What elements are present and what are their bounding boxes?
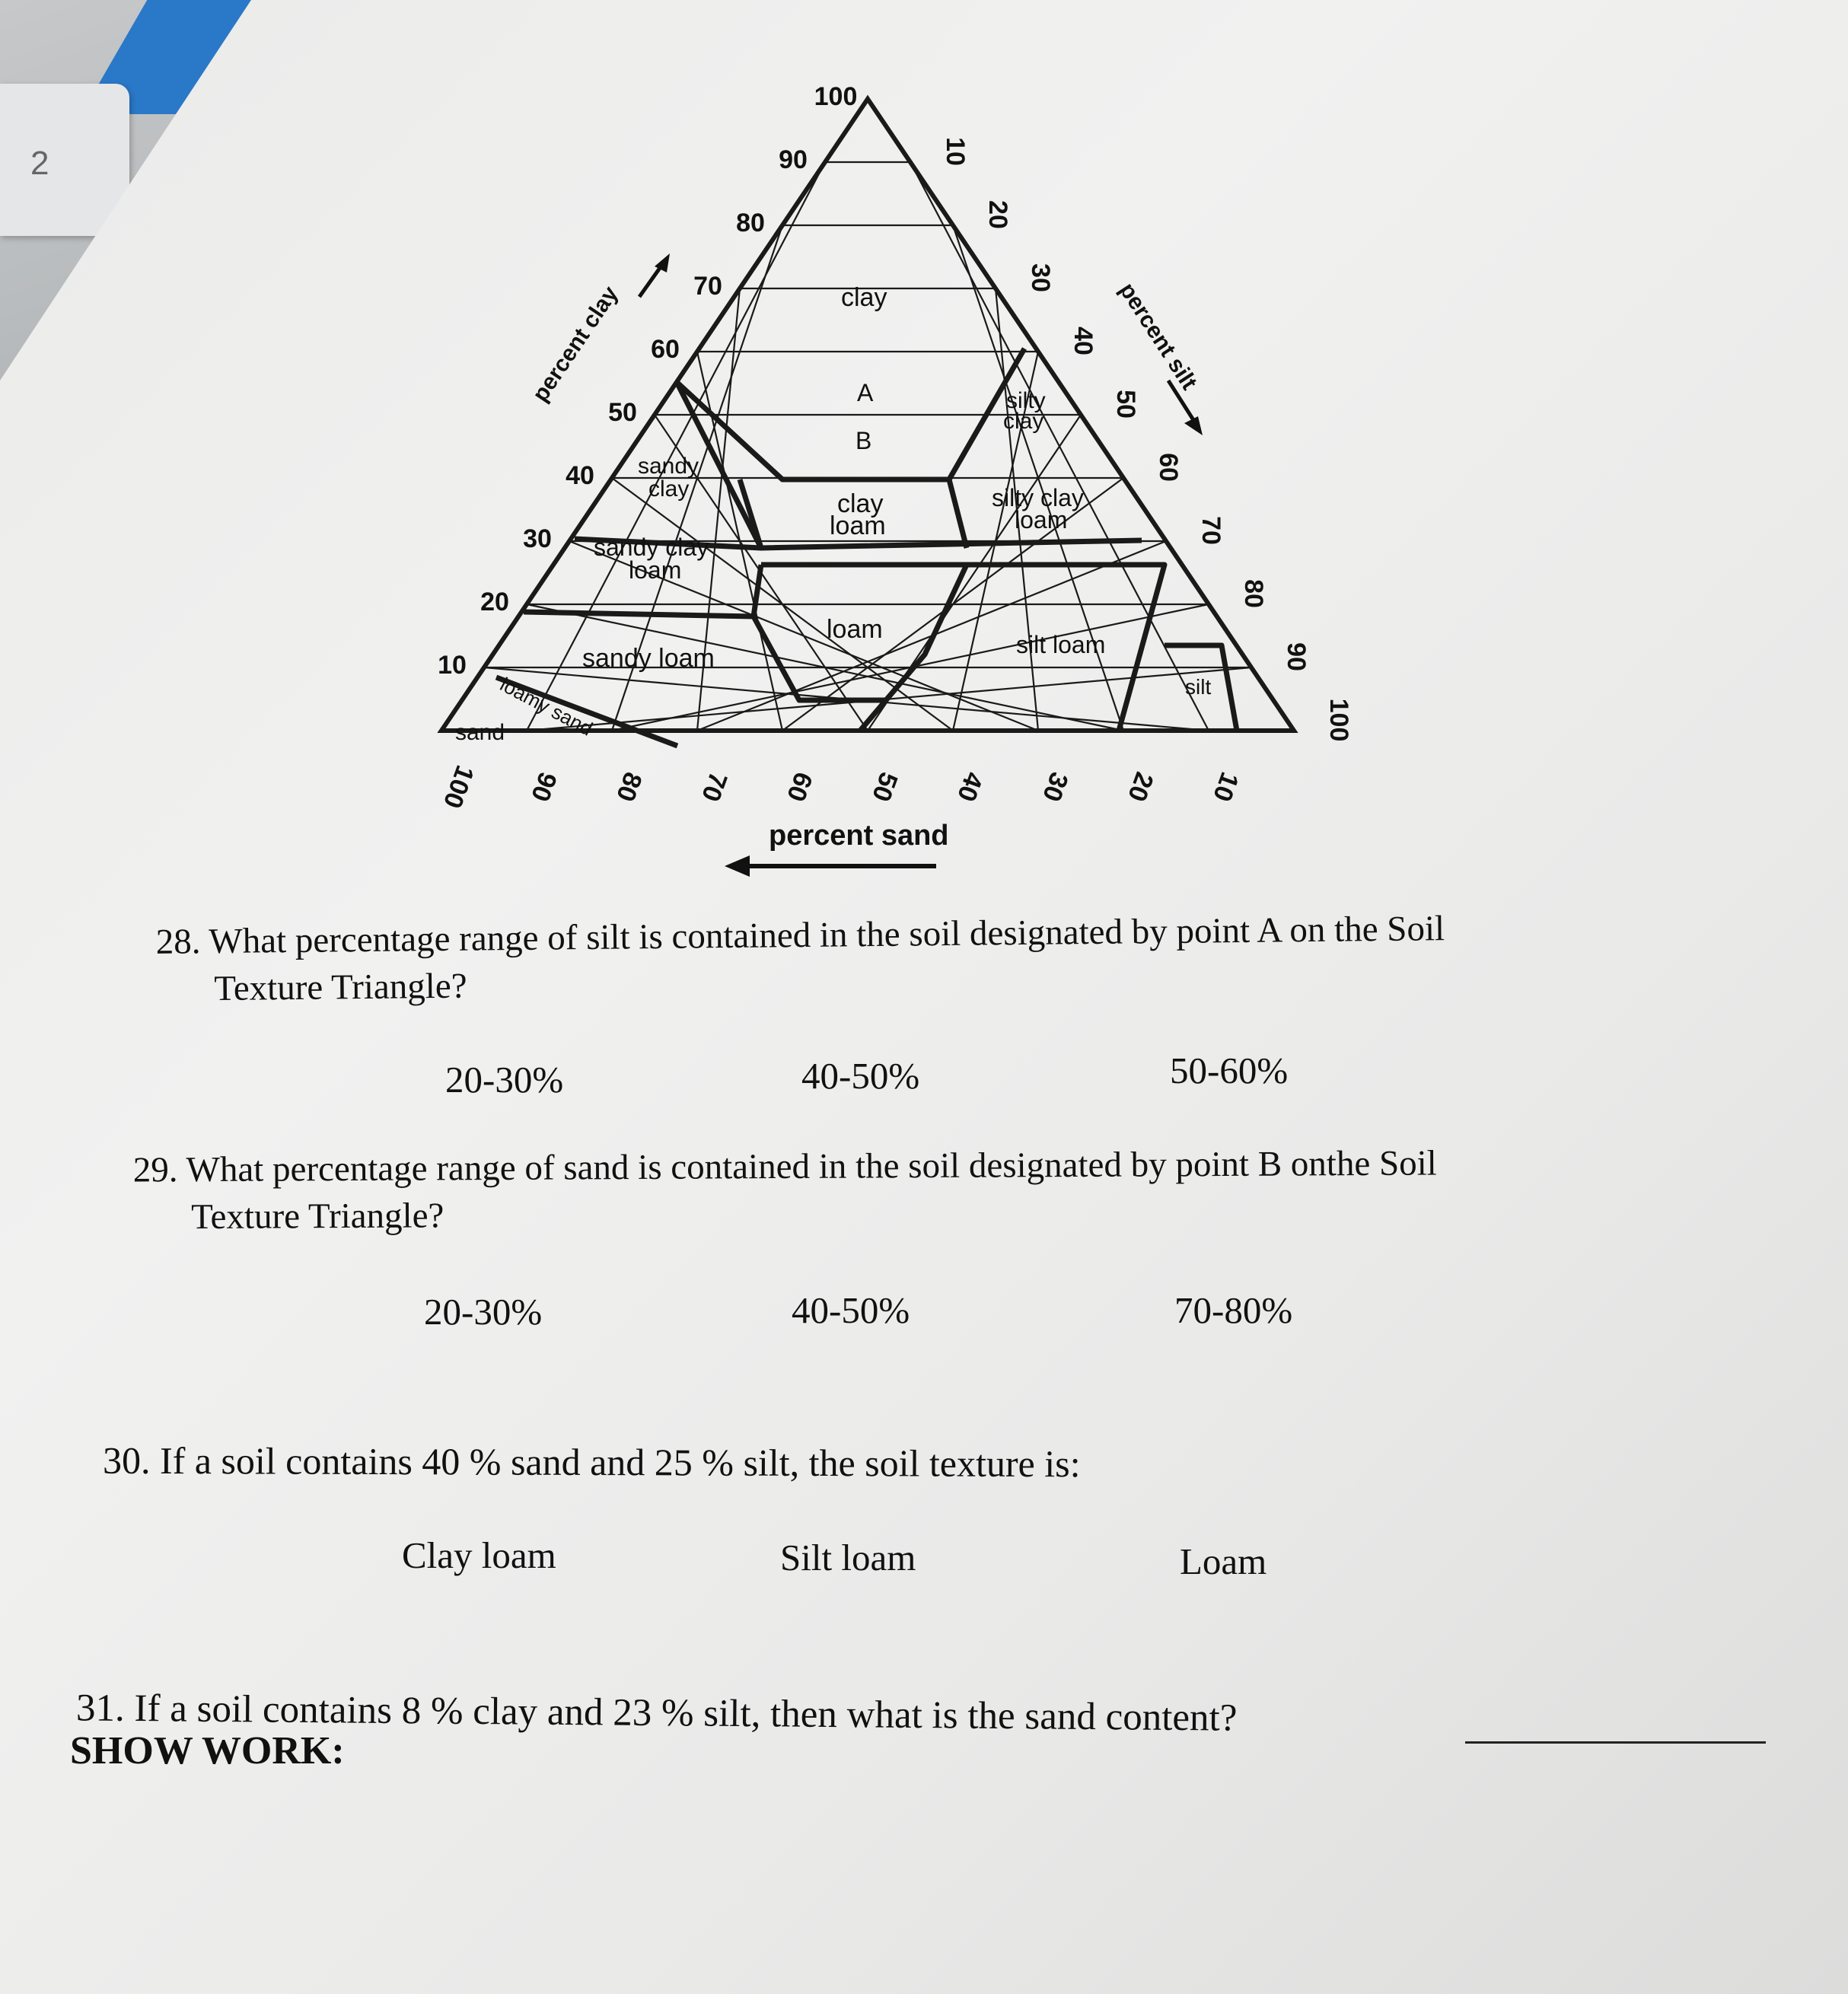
soil-texture-triangle: [411, 61, 1370, 898]
arrow-sand-head: [725, 855, 750, 877]
clay-tick-label: 100: [814, 82, 858, 111]
point-b: B: [855, 427, 872, 454]
point-a: A: [857, 379, 874, 406]
clay-tick-label: 50: [608, 398, 637, 427]
question-31: 31. If a soil contains 8 % clay and 23 % silt, then what is the sand content?: [75, 1687, 1238, 1740]
region-silty-clay-loam-2: loam: [1015, 506, 1068, 534]
arrow-silt-head: [1184, 416, 1203, 435]
key-label: 2: [30, 145, 49, 182]
clay-tick-label: 10: [438, 651, 467, 680]
silt-tick-label: 60: [1154, 453, 1183, 482]
clay-tick-label: 60: [651, 335, 680, 364]
silt-tick-label: 80: [1239, 579, 1268, 608]
region-silty-clay-2: clay: [1003, 409, 1044, 434]
sand-tick-label: 50: [866, 768, 903, 806]
region-silty-clay-loam-1: silty clay: [992, 484, 1084, 511]
q30-option-2[interactable]: Silt loam: [780, 1537, 916, 1578]
sand-tick-label: 70: [696, 768, 733, 806]
answer-blank[interactable]: [1465, 1741, 1766, 1744]
sand-tick-label: 10: [1207, 768, 1244, 806]
clay-tick-label: 70: [693, 272, 722, 301]
question-30: 30. If a soil contains 40 % sand and 25 % silt, the soil texture is:: [102, 1438, 1081, 1486]
question-28-text-cont: Texture Triangle?: [214, 966, 467, 1009]
silt-tick-label: 50: [1111, 390, 1140, 419]
silt-tick-label: 30: [1026, 263, 1055, 292]
q28-option-1[interactable]: 20-30%: [445, 1059, 564, 1101]
silt-tick-label: 10: [941, 137, 970, 166]
region-silt: silt: [1185, 675, 1212, 699]
question-29: [133, 1140, 1438, 1241]
region-sandy-clay-loam-1: sandy clay: [594, 534, 709, 561]
question-28: [155, 905, 1445, 1013]
sand-tick-label: 20: [1122, 768, 1159, 806]
region-loamy-sand: loamy sand: [496, 672, 597, 741]
sand-tick-label: 60: [781, 768, 818, 806]
q30-option-1[interactable]: Clay loam: [402, 1534, 556, 1576]
question-29-text-cont: Texture Triangle?: [191, 1196, 444, 1237]
q30-option-3[interactable]: Loam: [1180, 1540, 1267, 1582]
region-sandy-clay-1: sandy: [638, 454, 699, 479]
boundary-sandy-loam: [524, 612, 754, 616]
axis-label-sand: percent sand: [769, 820, 949, 852]
clay-tick-label: 20: [480, 588, 509, 616]
q28-option-3[interactable]: 50-60%: [1170, 1050, 1289, 1091]
clay-tick-label: 30: [523, 524, 552, 553]
region-sandy-clay-loam-2: loam: [629, 556, 682, 584]
region-clay-loam-2: loam: [830, 511, 886, 540]
question-29-text: 29. What percentage range of sand is contained in the soil designated by point B onthe Soil: [132, 1143, 1437, 1190]
sand-tick-label: 30: [1037, 768, 1074, 806]
silt-tick-label: 90: [1282, 642, 1311, 671]
sand-tick-label: 100: [437, 761, 480, 812]
region-clay-loam-1: clay: [837, 489, 884, 518]
q29-option-3[interactable]: 70-80%: [1174, 1289, 1293, 1331]
region-clay: clay: [841, 283, 887, 312]
boundary-loam: [761, 565, 967, 731]
sand-tick-label: 80: [610, 768, 648, 806]
silt-tick-label: 100: [1324, 698, 1353, 742]
keyboard-key: [0, 84, 129, 236]
boundary-silty-clay-loam: [949, 479, 967, 548]
axis-label-silt: percent silt: [1114, 278, 1202, 395]
region-sandy-clay-2: clay: [648, 476, 690, 502]
region-sandy-loam: sandy loam: [582, 644, 715, 673]
silt-tick-label: 20: [983, 200, 1012, 229]
sand-tick-label: 90: [525, 768, 562, 806]
sand-tick-label: 40: [951, 768, 989, 806]
q28-option-2[interactable]: 40-50%: [801, 1055, 920, 1097]
clay-tick-label: 40: [566, 461, 594, 490]
show-work-label: SHOW WORK:: [70, 1729, 345, 1773]
q29-option-2[interactable]: 40-50%: [792, 1289, 910, 1331]
region-loam: loam: [827, 615, 883, 644]
axis-label-clay: percent clay: [527, 282, 623, 406]
silt-tick-label: 40: [1069, 326, 1098, 355]
clay-tick-label: 90: [779, 145, 808, 174]
region-silty-clay-1: silty: [1006, 388, 1046, 413]
region-silt-loam: silt loam: [1016, 631, 1106, 658]
silt-tick-label: 70: [1196, 516, 1225, 545]
region-sand: sand: [455, 720, 505, 745]
q29-option-1[interactable]: 20-30%: [424, 1291, 543, 1333]
question-28-text: 28. What percentage range of silt is contained in the soil designated by point A on the Soil: [155, 909, 1445, 962]
clay-tick-label: 80: [736, 209, 765, 237]
